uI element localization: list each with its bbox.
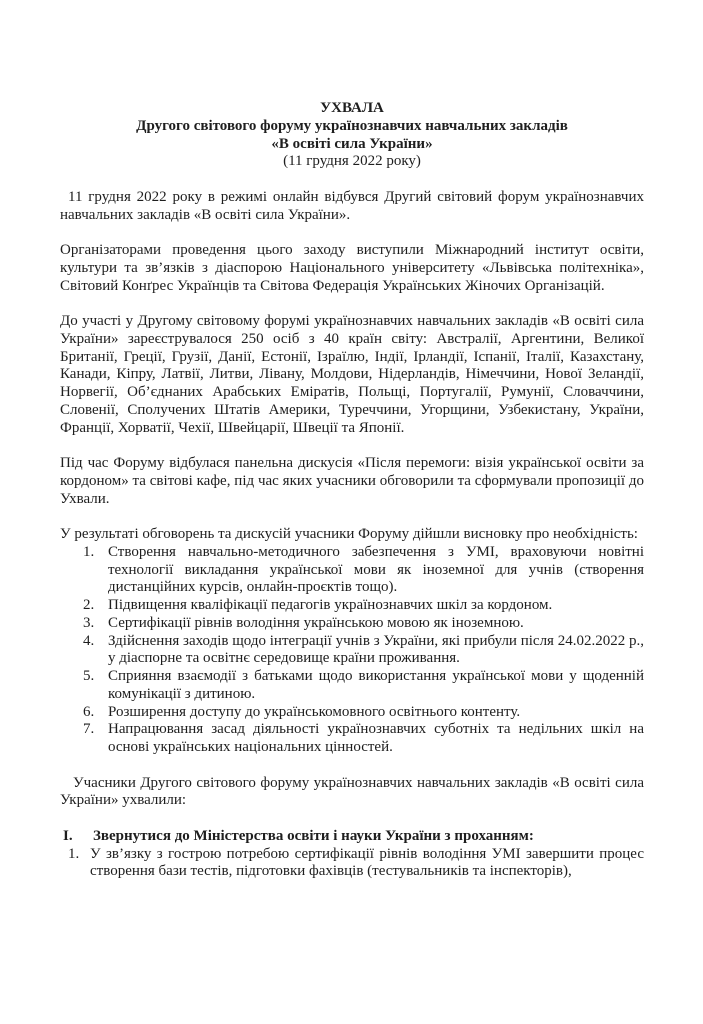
section-1 xyxy=(60,828,644,881)
item-text: Напрацювання засад діяльності українознавчих суботніх та недільних шкіл на основі українських національних цінностей. xyxy=(108,721,644,755)
date-line: (11 грудня 2022 року) xyxy=(283,153,421,170)
conclusion-item-4 xyxy=(60,633,644,669)
section-heading xyxy=(60,828,644,846)
list-number: 3. xyxy=(83,614,95,631)
list-number: 5. xyxy=(83,668,95,684)
document-title xyxy=(60,100,644,171)
paragraph-organizers: Організаторами проведення цього заходу виступили Міжнародний інститут освіти, культури та зв’язків з діаспорою Національного університету «Львівська політехніка», Світовий Конґрес Українців та Світова Федерація Українських Жіночих Організацій. xyxy=(60,242,644,294)
title-line-3: «В освіті сила України» xyxy=(271,135,433,152)
title-line-2: Другого світового форуму українознавчих навчальних закладів xyxy=(136,117,568,134)
section-numeral: I. xyxy=(63,827,73,844)
conclusions-list xyxy=(60,544,644,757)
item-text: Розширення доступу до українськомовного освітнього контенту. xyxy=(108,703,521,720)
item-text: Сертифікації рівнів володіння українською мовою як іноземною. xyxy=(108,614,524,631)
item-text: Сприяння взаємодії з батьками щодо використання української мови у щоденній комунікації з дитиною. xyxy=(108,668,644,702)
title-line-1: УХВАЛА xyxy=(320,100,384,116)
list-number: 7. xyxy=(83,721,95,738)
item-text: Створення навчально-методичного забезпечення з УМІ, враховуючи новітні технології викладання української мови як іноземної для учнів (створення дистанційних курсів, онлайн-проєктів тощо). xyxy=(108,543,644,596)
conclusion-item-3 xyxy=(60,615,644,633)
paragraph-conclusions-intro: У результаті обговорень та дискусій учасники Форуму дійшли висновку про необхідність: xyxy=(60,526,638,542)
list-number: 6. xyxy=(83,703,95,720)
conclusion-item-5 xyxy=(60,668,644,704)
list-number: 4. xyxy=(83,632,95,649)
item-text: Здійснення заходів щодо інтеграції учнів з України, які прибули після 24.02.2022 р., у діаспорне та освітнє середовище країни проживання. xyxy=(108,632,644,667)
conclusion-item-2 xyxy=(60,597,644,615)
list-number: 2. xyxy=(83,597,95,613)
conclusion-item-1 xyxy=(60,544,644,597)
conclusion-item-7 xyxy=(60,721,644,757)
conclusion-item-6 xyxy=(60,704,644,722)
paragraph-participants: До участі у Другому світовому форумі українознавчих навчальних закладів «В освіті сила України» зареєструвалося 250 осіб з 40 країн світу: Австралії, Аргентини, Великої Британії, Греції, Грузії, Данії, Естонії, Ізраїлю, Індії, Ірландії, Іспанії, Італії, Казахстану, Канади, Кіпру, Латвії, Литви, Лівану, Молдови, Нідерландів, Німеччини, Нової Зеландії, Норвегії, Об’єднаних Арабських Еміратів, Польщі, Португалії, Румунії, Словаччини, Словенії, Сполучених Штатів Америки, Туреччини, Угорщини, Узбекистану, України, Франції, Хорватії, Чехії, Швейцарії, Швеції та Японії. xyxy=(60,313,644,436)
section-heading-text: Звернутися до Міністерства освіти і науки України з проханням: xyxy=(93,827,534,844)
paragraph-intro: 11 грудня 2022 року в режимі онлайн відбувся Другий світовий форум українознавчих навчальних закладів «В освіті сила України». xyxy=(60,188,644,223)
paragraph-panel: Під час Форуму відбулася панельна дискусія «Після перемоги: візія української освіти за кордоном» та світові кафе, під час яких учасники обговорили та сформували пропозиції до Ухвали. xyxy=(60,455,644,507)
document-content xyxy=(60,100,644,881)
item-text: Підвищення кваліфікації педагогів українознавчих шкіл за кордоном. xyxy=(108,597,553,613)
list-number: 1. xyxy=(68,845,80,862)
list-number: 1. xyxy=(83,543,95,560)
item-text: У зв’язку з гострою потребою сертифікації рівнів володіння УМІ завершити процес створення бази тестів, підготовки фахівців (тестувальників та інспекторів), xyxy=(90,845,644,880)
section-item-1 xyxy=(60,846,644,882)
paragraph-resolution-intro: Учасники Другого світового форуму українознавчих навчальних закладів «В освіті сила України» ухвалили: xyxy=(60,774,644,809)
